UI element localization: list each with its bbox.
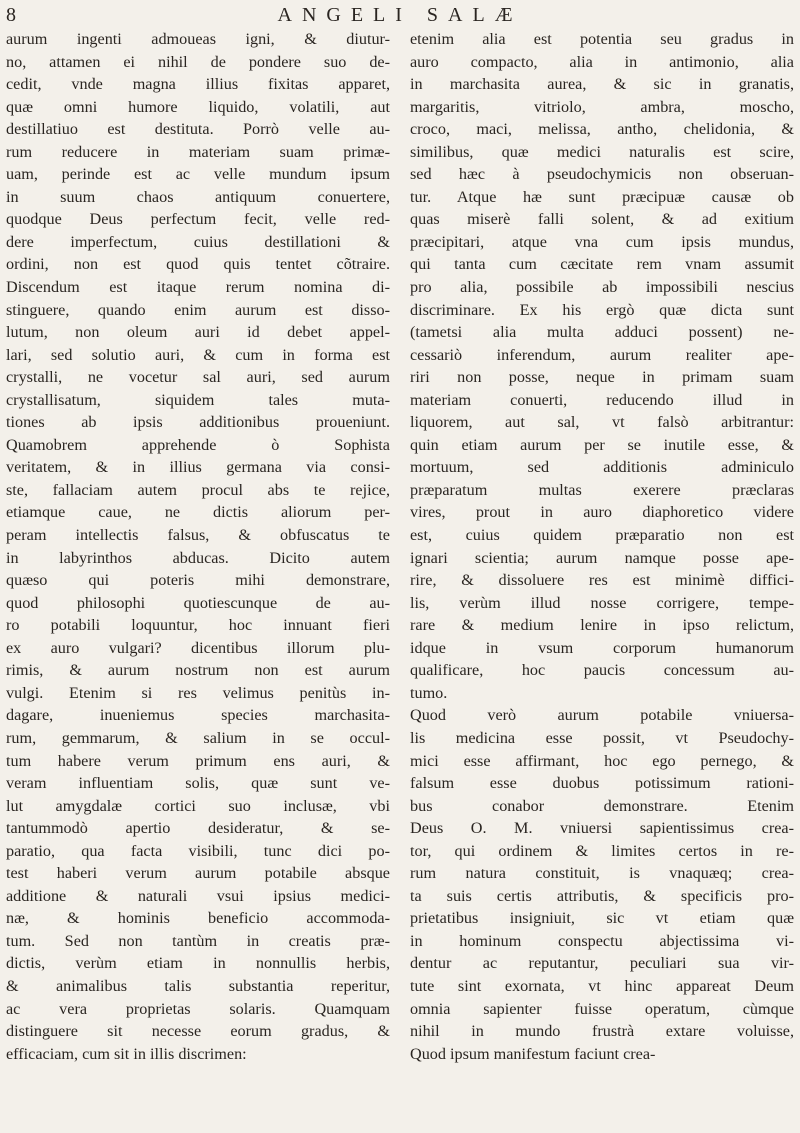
text-line: croco, maci, melissa, antho, chelidonia, &	[410, 120, 794, 139]
text-line: rire, & dissoluere res est minimè diffici-	[410, 571, 794, 590]
text-line: crystallisatum, siquidem tales muta-	[6, 390, 390, 409]
text-line: uam, perinde est ac velle mundum ipsum	[6, 165, 390, 184]
text-line: tor, qui ordinem & limites certos in re-	[410, 841, 794, 860]
text-line: quin etiam aurum per se inutile esse, &	[410, 435, 794, 454]
text-line: tantummodò apertio desideratur, & se-	[6, 819, 390, 838]
text-line: omnia sapienter fuisse operatum, cùmque	[410, 999, 794, 1018]
text-line: rum reducere in materiam suam primæ-	[6, 142, 390, 161]
text-line: prietatibus insigniuit, sic vt etiam quæ	[410, 909, 794, 928]
text-line: rum, gemmarum, & salium in se occul-	[6, 728, 390, 747]
text-line: lis medicina esse possit, vt Pseudochy-	[410, 728, 794, 747]
text-line: præparatum multas exerere præclaras	[410, 480, 794, 499]
text-line: test haberi verum aurum potabile absque	[6, 864, 390, 883]
text-line: & animalibus talis substantia reperitur,	[6, 976, 390, 995]
text-line: lutum, non oleum auri id debet appel-	[6, 323, 390, 342]
page-number: 8	[6, 4, 16, 26]
text-line: lari, sed solutio auri, & cum in forma est	[6, 345, 390, 364]
text-line: efficaciam, cum sit in illis discrimen:	[6, 1044, 247, 1063]
text-line: lut amygdalæ cortici suo inclusæ, vbi	[6, 796, 390, 815]
text-line: Quod ipsum manifestum faciunt crea-	[410, 1044, 656, 1063]
text-line: tumo.	[410, 683, 448, 702]
text-line: etiamque caue, ne dictis aliorum per-	[6, 503, 390, 522]
text-line: ordini, non est quod quis tentet cõtraire.	[6, 255, 390, 274]
text-line: paratio, qua facta visibili, tunc dici po-	[6, 841, 390, 860]
text-line: dentur ac reputantur, peculiari sua vir-	[410, 954, 794, 973]
text-line: in suum chaos antiquum conuertere,	[6, 187, 390, 206]
left-text-column	[6, 28, 390, 1065]
text-line: (tametsi alia multa adduci possent) ne-	[410, 323, 794, 342]
text-line: quod philosophi quotiescunque de au-	[6, 593, 390, 612]
text-line: næ, & hominis beneficio accommoda-	[6, 909, 390, 928]
text-line: liquorem, aut sal, vt falsò arbitrantur:	[410, 413, 794, 432]
text-line: ac vera proprietas solaris. Quamquam	[6, 999, 390, 1018]
text-line: Discendum est itaque rerum nomina di-	[6, 278, 390, 297]
text-line: peram intellectis falsus, & obfuscatus te	[6, 526, 390, 545]
text-line: rare & medium lenire in ipso relictum,	[410, 616, 794, 635]
text-line: riri non posse, neque in primam suam	[410, 368, 794, 387]
text-line: discriminare. Ex his ergò quæ dicta sunt	[410, 300, 794, 319]
text-line: qualificare, hoc paucis concessum au-	[410, 661, 794, 680]
text-line: rimis, & aurum nostrum non est aurum	[6, 661, 390, 680]
text-line: lis, verùm illud nosse corrigere, tempe-	[410, 593, 794, 612]
text-line: ta suis certis attributis, & specificis pro-	[410, 886, 794, 905]
text-line: veram influentiam solis, quæ sunt ve-	[6, 774, 390, 793]
text-line: tum. Sed non tantùm in creatis præ-	[6, 931, 390, 950]
text-line: rum natura constituit, is vnaquæq; crea-	[410, 864, 794, 883]
text-line: tur. Atque hæ sunt præcipuæ causæ ob	[410, 187, 794, 206]
text-line: auro compacto, alia in antimonio, alia	[410, 52, 794, 71]
text-line: veritatem, & in illius germana via consi-	[6, 458, 390, 477]
text-line: quæso qui poteris mihi demonstrare,	[6, 571, 390, 590]
text-line: aurum ingenti admoueas igni, & diutur-	[6, 30, 390, 48]
text-line: crystalli, ne vocetur sal auri, sed aurum	[6, 368, 390, 387]
text-line: ex auro vulgari? dicentibus illorum plu-	[6, 638, 390, 657]
text-line: qui tanta cum cæcitate rem vnam assumit	[410, 255, 794, 274]
text-line: præcipitari, atque vna cum ipsis mundus,	[410, 232, 794, 251]
running-title: ANGELI SALÆ	[277, 4, 523, 26]
text-line: additione & naturali vsui ipsius medici-	[6, 886, 390, 905]
text-line: quodque Deus perfectum fecit, velle red-	[6, 210, 390, 229]
text-line: est, cuius quidem præparatio non est	[410, 526, 794, 545]
text-line: falsum esse duobus potissimum rationi-	[410, 774, 794, 793]
text-line: cessariò inferendum, aurum realiter ape-	[410, 345, 794, 364]
text-line: dere imperfectum, cuius destillationi &	[6, 232, 390, 251]
text-line: dagare, inueniemus species marchasita-	[6, 706, 390, 725]
text-line: etenim alia est potentia seu gradus in	[410, 30, 794, 48]
text-line: tiones ab ipsis additionibus proueniunt.	[6, 413, 390, 432]
text-line: idque in vsum corporum humanorum	[410, 638, 794, 657]
text-line: ignari scientia; aurum namque posse ape-	[410, 548, 794, 567]
right-text-column	[410, 28, 794, 1065]
text-line: no, attamen ei nihil de pondere suo de-	[6, 52, 390, 71]
text-line: vires, prout in auro diaphoretico videre	[410, 503, 794, 522]
text-line: mortuum, sed additionis adminiculo	[410, 458, 794, 477]
text-line: in labyrinthos abducas. Dicito autem	[6, 548, 390, 567]
text-line: tute sint exornata, vt hinc appareat Deum	[410, 976, 794, 995]
text-line: Quod verò aurum potabile vniuersa-	[410, 706, 794, 725]
text-line: cedit, vnde magna illius fixitas apparet,	[6, 75, 390, 94]
text-line: similibus, quæ medici naturalis est scire,	[410, 142, 794, 161]
text-line: nihil in mundo frustrà extare voluisse,	[410, 1022, 794, 1041]
text-line: ro potabili loquuntur, hoc innuant fieri	[6, 616, 390, 635]
text-line: stinguere, quando enim aurum est disso-	[6, 300, 390, 319]
text-line: pro alia, possibile ab impossibili nescius	[410, 278, 794, 297]
text-line: mici esse affirmant, hoc ego pernego, &	[410, 751, 794, 770]
text-line: quas miserè falli solent, & ad exitium	[410, 210, 794, 229]
text-line: Deus O. M. vniuersi sapientissimus crea-	[410, 819, 794, 838]
text-line: tum habere verum primum ens auri, &	[6, 751, 390, 770]
text-line: in marchasita aurea, & sic in granatis,	[410, 75, 794, 94]
text-line: destillatiuo est destituta. Porrò velle au-	[6, 120, 390, 139]
text-line: materiam conuerti, reducendo illud in	[410, 390, 794, 409]
text-line: quæ omni humore liquido, volatili, aut	[6, 97, 390, 116]
text-line: bus conabor demonstrare. Etenim	[410, 796, 794, 815]
text-line: in hominum conspectu abjectissima vi-	[410, 931, 794, 950]
text-line: sed hæc à pseudochymicis non obseruan-	[410, 165, 794, 184]
text-line: Quamobrem apprehende ò Sophista	[6, 435, 390, 454]
text-line: dictis, verùm etiam in nonnullis herbis,	[6, 954, 390, 973]
page-header	[0, 2, 800, 28]
text-line: ste, fallaciam autem procul abs te rejice,	[6, 480, 390, 499]
text-line: distinguere sit necesse eorum gradus, &	[6, 1022, 390, 1041]
text-line: margaritis, vitriolo, ambra, moscho,	[410, 97, 794, 116]
text-line: vulgi. Etenim si res velimus penitùs in-	[6, 683, 390, 702]
